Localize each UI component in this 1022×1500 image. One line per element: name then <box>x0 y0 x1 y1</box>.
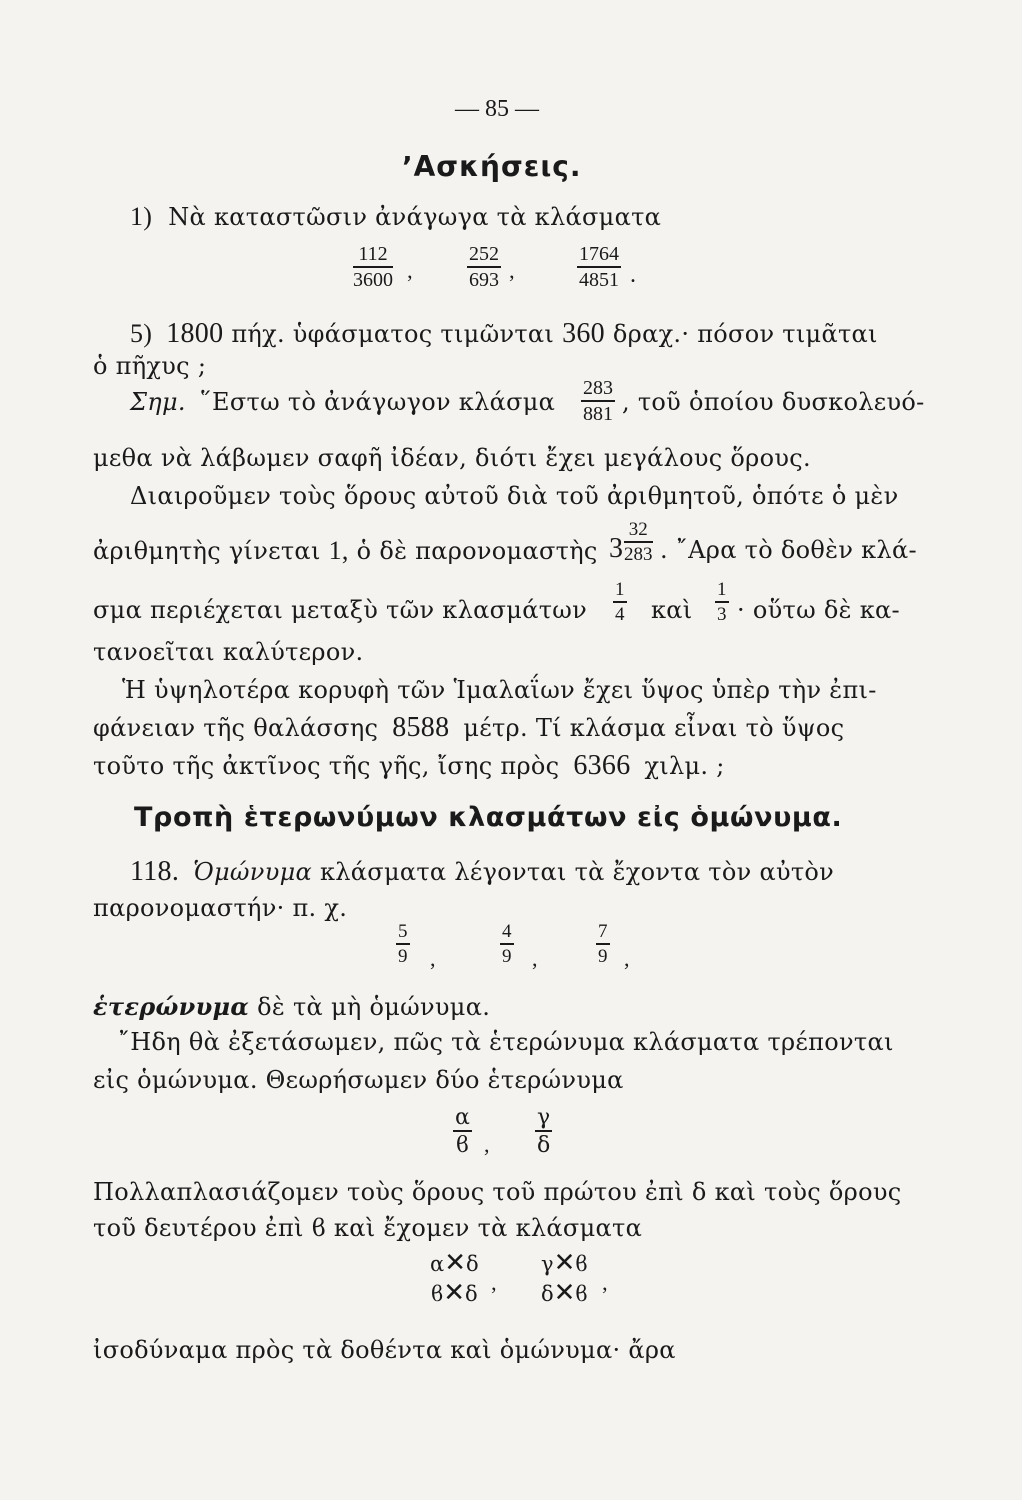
exercise-1-label: 1) <box>130 202 153 231</box>
times-icon: ✕ <box>553 1278 576 1309</box>
factor: ϐ <box>575 1282 588 1307</box>
note-line-4-text-a: ἀριθμητὴς γίνεται <box>93 537 321 565</box>
product-fraction-1 <box>428 1250 481 1309</box>
note-line-4-a <box>93 536 598 566</box>
paragraph-118-line-1 <box>130 856 834 888</box>
fraction-numerator: α <box>453 1106 472 1132</box>
factor: ϐ <box>430 1282 444 1307</box>
himalaya-line-2 <box>93 712 844 744</box>
factor: δ <box>465 1282 478 1307</box>
fraction-denominator: 9 <box>598 945 608 967</box>
fraction-separator: ’ <box>490 1282 498 1307</box>
mixed-number-fraction <box>624 520 653 566</box>
quantity-360: 360 <box>562 318 605 349</box>
note-line-5-a: σμα περιέχεται μεταξὺ τῶν κλασμάτων <box>93 596 588 624</box>
fraction-numerator: 1 <box>715 580 729 603</box>
fraction-numerator: 5 <box>396 922 410 945</box>
note-line-4-text-c: . ῎Αρα τὸ δοθὲν κλά- <box>660 536 917 564</box>
fraction-denominator: 283 <box>624 543 653 565</box>
fraction-numerator: 1 <box>613 580 627 603</box>
fraction-denominator: 4851 <box>579 269 619 291</box>
note-line-5-b: · οὕτω δὲ κα- <box>737 596 900 624</box>
fraction-1-3 <box>715 580 729 626</box>
fraction-numerator: 252 <box>467 244 501 268</box>
fraction-denominator: δ <box>536 1133 551 1159</box>
fraction-numerator <box>428 1250 481 1278</box>
fraction-283-881 <box>581 378 615 426</box>
radius-6366: 6366 <box>573 750 631 781</box>
note-line-5-kai: καὶ <box>651 596 693 624</box>
exercise-5-label: 5) <box>130 319 153 348</box>
mixed-number-whole: 3 <box>609 533 623 564</box>
note-line-6: τανοεῖται καλύτερον. <box>93 638 364 666</box>
fraction-separator: ’ <box>508 270 516 295</box>
fraction-252-693 <box>467 244 501 292</box>
exercise-5-text-b: δραχ.· πόσον τιμᾶται <box>612 320 878 348</box>
fraction-1764-4851 <box>577 244 621 292</box>
times-icon: ✕ <box>444 1248 466 1278</box>
exercise-5-line-1 <box>130 318 878 350</box>
paragraph-118-line-5: εἰς ὁμώνυμα. Θεωρήσωμεν δύο ἑτερώνυμα <box>93 1066 624 1094</box>
fraction-separator: , <box>624 946 630 971</box>
fraction-numerator: 283 <box>581 378 615 402</box>
fraction-separator: , <box>430 946 436 971</box>
exercise-1 <box>130 202 661 232</box>
paragraph-118-text: κλάσματα λέγονται τὰ ἔχοντα τὸν αὐτὸν <box>319 858 835 886</box>
fraction-1-4 <box>613 580 627 626</box>
fraction-denominator: 9 <box>502 945 512 967</box>
times-icon: ✕ <box>553 1248 576 1278</box>
fraction-denominator: 9 <box>398 945 408 967</box>
fraction-denominator: 881 <box>583 403 613 425</box>
fraction-separator: ’ <box>601 1282 609 1307</box>
paragraph-118-line-6: Πολλαπλασιάζομεν τοὺς ὅρους τοῦ πρώτου ἐπὶ δ καὶ τοὺς ὅρους <box>93 1178 902 1206</box>
note-line-4-text-b: ὁ δὲ παρονομαστὴς <box>356 537 598 565</box>
fraction-numerator: γ <box>535 1106 552 1132</box>
himalaya-line-3-text-a: τοῦτο τῆς ἀκτῖνος τῆς γῆς, ἴσης πρὸς <box>93 752 560 780</box>
product-fraction-2 <box>539 1250 590 1309</box>
note-line-2: μεθα νὰ λάβωμεν σαφῆ ἰδέαν, διότι ἔχει μεγάλους ὅρους. <box>93 444 811 472</box>
quantity-1800: 1800 <box>166 318 224 349</box>
fraction-separator: , <box>484 1132 490 1157</box>
fraction-denominator: 3 <box>717 603 727 625</box>
paragraph-118-line-3-text: δὲ τὰ μὴ ὁμώνυμα. <box>257 993 491 1021</box>
exercises-title: ’Ασκήσεις. <box>402 150 582 183</box>
himalaya-line-2-text-b: μέτρ. Τί κλάσμα εἶναι τὸ ὕψος <box>463 714 845 742</box>
paragraph-118-line-3 <box>93 992 490 1021</box>
fraction-7-9 <box>596 922 610 968</box>
times-icon: ✕ <box>443 1278 465 1309</box>
fraction-denominator <box>539 1278 590 1309</box>
fraction-112-3600 <box>353 244 393 292</box>
factor: ϐ <box>575 1252 588 1276</box>
fraction-numerator: 4 <box>500 922 514 945</box>
height-8588: 8588 <box>392 712 450 743</box>
note-line-4-one: 1, <box>328 536 349 565</box>
fraction-denominator: ϐ <box>456 1133 469 1159</box>
fraction-denominator: 4 <box>615 603 625 625</box>
paragraph-number: 118. <box>130 856 180 887</box>
section-title: Τροπὴ ἑτερωνύμων κλασμάτων εἰς ὁμώνυμα. <box>134 802 843 833</box>
factor: δ <box>465 1252 479 1276</box>
fraction-separator: ’ <box>406 270 414 295</box>
note-text-a: ῞Εστω τὸ ἀνάγωγον κλάσμα <box>199 388 556 416</box>
fraction-numerator: 32 <box>624 520 653 543</box>
fraction-denominator: 693 <box>469 269 499 291</box>
fraction-4-9 <box>500 922 514 968</box>
note-line-1-a <box>130 388 555 416</box>
fraction-denominator <box>428 1278 481 1309</box>
fraction-numerator: 7 <box>596 922 610 945</box>
fraction-alpha-beta <box>453 1106 472 1158</box>
factor: δ <box>540 1282 554 1307</box>
fraction-separator: . <box>630 262 636 288</box>
factor: γ <box>541 1252 554 1276</box>
paragraph-118-line-7: τοῦ δευτέρου ἐπὶ ϐ καὶ ἔχομεν τὰ κλάσματα <box>93 1214 643 1242</box>
fraction-5-9 <box>396 922 410 968</box>
exercise-5-text-a: πήχ. ὑφάσματος τιμῶνται <box>231 320 555 348</box>
note-label: Σημ. <box>130 388 186 416</box>
fraction-separator: , <box>532 946 538 971</box>
fraction-gamma-delta <box>535 1106 552 1158</box>
paragraph-118-line-2: παρονομαστήν· π. χ. <box>93 894 348 922</box>
fraction-numerator: 112 <box>353 244 393 268</box>
note-line-3: Διαιροῦμεν τοὺς ὅρους αὐτοῦ διὰ τοῦ ἀριθμητοῦ, ὁπότε ὁ μὲν <box>130 482 899 510</box>
paragraph-118-line-4: ῎Ηδη θὰ ἐξετάσωμεν, πῶς τὰ ἑτερώνυμα κλάσματα τρέπονται <box>118 1028 894 1056</box>
fraction-numerator: 1764 <box>577 244 621 268</box>
exercise-1-text: Νὰ καταστῶσιν ἀνάγωγα τὰ κλάσματα <box>168 203 662 231</box>
page-number: — 85 — <box>455 96 539 122</box>
himalaya-line-3-text-b: χιλμ. ; <box>644 752 725 780</box>
fraction-denominator: 3600 <box>353 269 393 291</box>
term-omonyma: Ὁμώνυμα <box>193 858 312 886</box>
note-text-b: , τοῦ ὁποίου δυσκολευό- <box>622 388 925 416</box>
paragraph-118-line-8: ἰσοδύναμα πρὸς τὰ δοθέντα καὶ ὁμώνυμα· ἄρα <box>93 1336 676 1364</box>
himalaya-line-2-text-a: φάνειαν τῆς θαλάσσης <box>93 714 379 742</box>
term-eteronyma: ἑτερώνυμα <box>93 992 250 1021</box>
himalaya-line-1: Ἡ ὑψηλοτέρα κορυφὴ τῶν Ἱμαλαΐων ἔχει ὕψος ὑπὲρ τὴν ἐπι- <box>122 676 877 704</box>
exercise-5-line-2: ὁ πῆχυς ; <box>93 352 207 380</box>
factor: α <box>430 1252 445 1276</box>
fraction-numerator <box>539 1250 590 1278</box>
himalaya-line-3 <box>93 750 725 782</box>
